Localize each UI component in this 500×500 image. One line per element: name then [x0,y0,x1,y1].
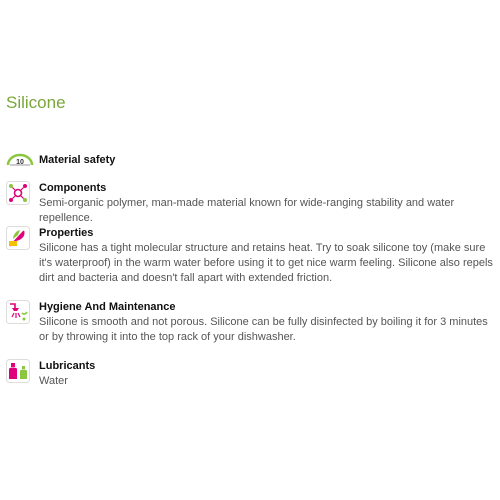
section-title: Hygiene And Maintenance [39,301,176,313]
section-body: Silicone is smooth and not porous. Silicone can be fully disinfected by boiling it for 3 minutes or by throwing it into the top rack of your dishwasher. [39,316,488,343]
section-body: Semi-organic polymer, man-made material known for wide-ranging stability and water repellence. [39,197,455,224]
section-title: Properties [39,227,94,239]
page-title: Silicone [6,93,66,112]
safety-badge-value: 10 [16,159,24,166]
section-body: Water [39,375,68,387]
lubricant-bottle-icon [6,359,32,383]
section-body: Silicone has a tight molecular structure and retains heat. Try to soak silicone toy (make sure it's waterproof) in the warm water before using it to get nice warm feeling. Silicone also repels dirt and bacteria and doesn't fall apart with extended friction. [39,242,493,284]
shower-icon [6,300,32,324]
section-title: Lubricants [39,360,96,372]
section-title: Material safety [39,154,116,166]
safety-rating-gauge-icon [6,153,32,177]
section-title: Components [39,182,107,194]
molecule-icon [6,181,32,205]
feather-icon [6,226,32,250]
